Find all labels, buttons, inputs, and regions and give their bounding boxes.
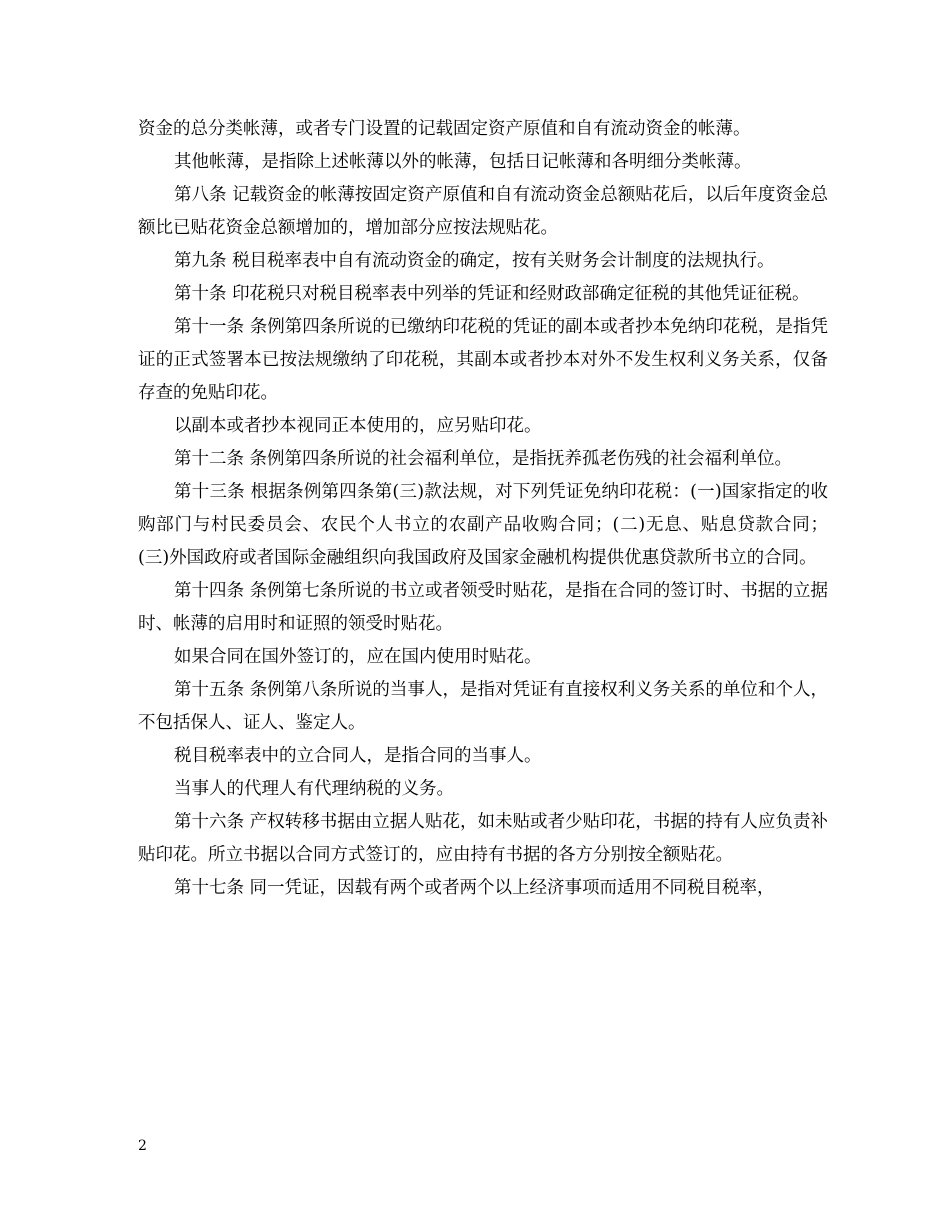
paragraph: 第十六条 产权转移书据由立据人贴花，如未贴或者少贴印花，书据的持有人应负责补贴印花。所立书据以合同方式签订的，应由持有书据的各方分别按全额贴花。: [138, 812, 828, 865]
paragraph: 第八条 记载资金的帐薄按固定资产原值和自有流动资金总额贴花后，以后年度资金总额比已贴花资金总额增加的，增加部分应按法规贴花。: [138, 185, 828, 238]
paragraph: 第九条 税目税率表中自有流动资金的确定，按有关财务会计制度的法规执行。: [174, 251, 775, 271]
paragraph: 第十三条 根据条例第四条第(三)款法规，对下列凭证免纳印花税：(一)国家指定的收购部门与村民委员会、农民个人书立的农副产品收购合同；(二)无息、贴息贷款合同；(三)外国政府或者国际金融组织向我国政府及国家金融机构提供优惠贷款所书立的合同。: [138, 482, 828, 568]
paragraph: 其他帐薄，是指除上述帐薄以外的帐薄，包括日记帐薄和各明细分类帐薄。: [174, 152, 752, 172]
paragraph: 第十条 印花税只对税目税率表中列举的凭证和经财政部确定征税的其他凭证征税。: [174, 284, 810, 304]
paragraph: 第十二条 条例第四条所说的社会福利单位，是指抚养孤老伤残的社会福利单位。: [174, 449, 793, 469]
page-number: 2: [138, 1138, 147, 1154]
paragraph: 以副本或者抄本视同正本使用的，应另贴印花。: [174, 416, 542, 436]
paragraph: 第十四条 条例第七条所说的书立或者领受时贴花，是指在合同的签订时、书据的立据时、帐薄的启用时和证照的领受时贴花。: [138, 581, 828, 634]
paragraph: 第十七条 同一凭证，因载有两个或者两个以上经济事项而适用不同税目税率，: [174, 878, 775, 898]
paragraph: 第十一条 条例第四条所说的已缴纳印花税的凭证的副本或者抄本免纳印花税，是指凭证的正式签署本已按法规缴纳了印花税，其副本或者抄本对外不发生权利义务关系，仅备存查的免贴印花。: [138, 317, 828, 403]
paragraph: 如果合同在国外签订的，应在国内使用时贴花。: [174, 647, 542, 667]
document-body: [138, 113, 828, 905]
paragraph: 第十五条 条例第八条所说的当事人，是指对凭证有直接权利义务关系的单位和个人，不包括保人、证人、鉴定人。: [138, 680, 828, 733]
paragraph: 税目税率表中的立合同人，是指合同的当事人。: [174, 746, 542, 766]
paragraph: 资金的总分类帐薄，或者专门设置的记载固定资产原值和自有流动资金的帐薄。: [138, 119, 751, 139]
paragraph: 当事人的代理人有代理纳税的义务。: [174, 779, 454, 799]
